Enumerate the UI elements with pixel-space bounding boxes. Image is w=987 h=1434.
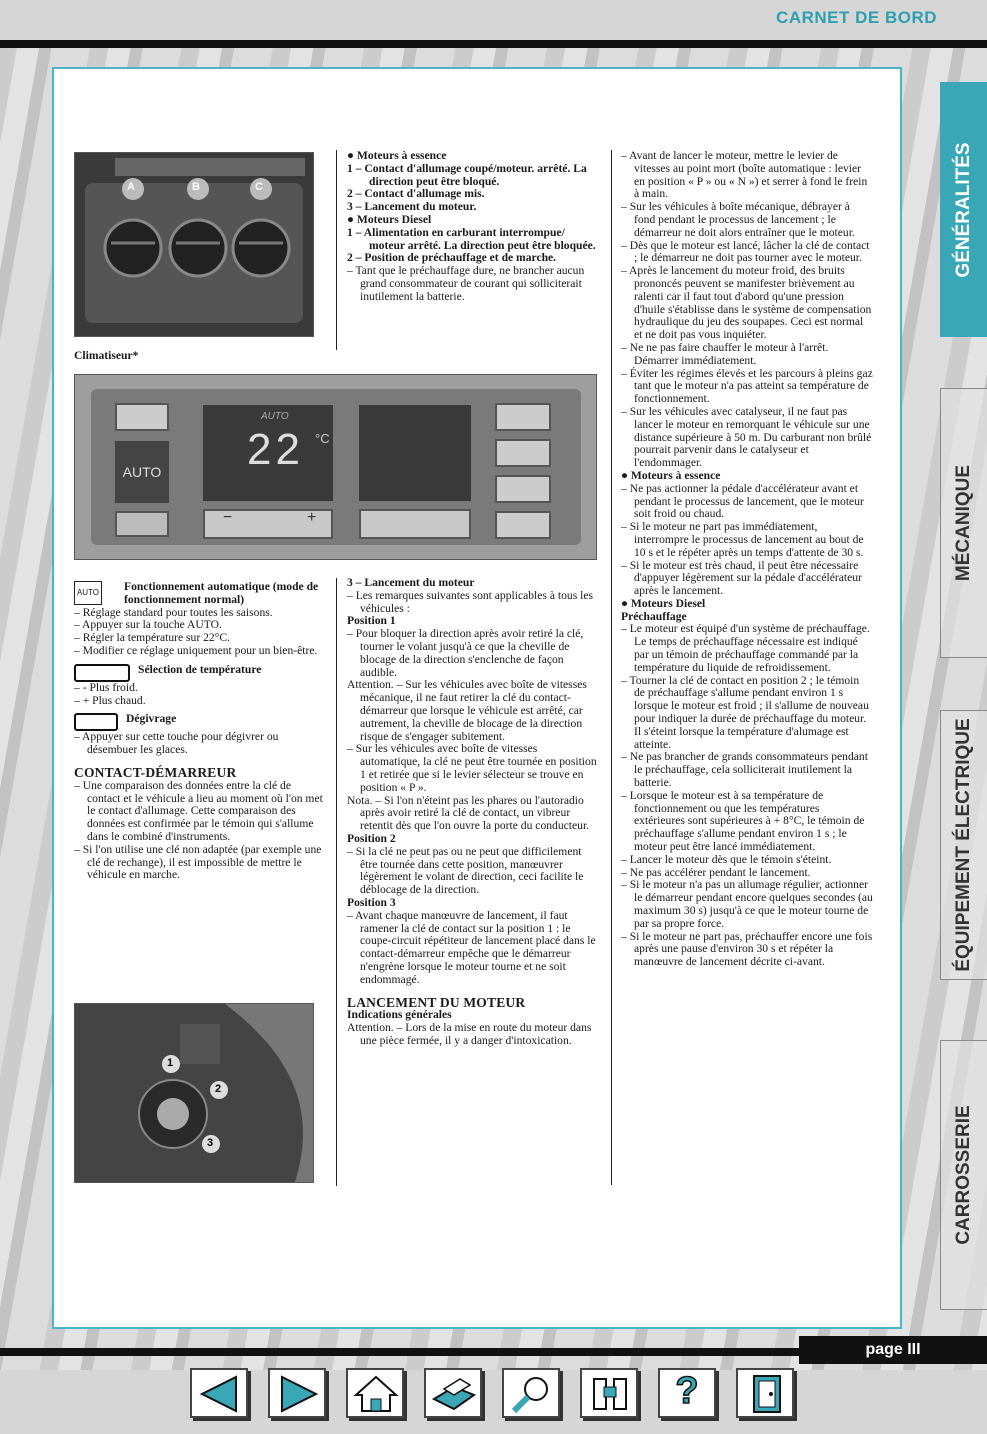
top-rule [0,40,987,48]
list-item: 2 – Contact d'allumage mis. [347,187,485,201]
list-item: – Appuyer sur cette touche pour dégivrer ou désembuer les glaces. [74,730,279,757]
home-button[interactable] [346,1368,404,1418]
climate-panel-photo [74,374,597,560]
list-item: – Éviter les régimes élevés et les parcours à pleins gaz tant que le moteur n'a pas atteint sa température de fonctionnement. [621,366,873,406]
list-item: – Une comparaison des données entre la clé de contact et le véhicule a lieu au moment où l'on met le contact d'allumage. Cette comparaison des données est confirmée par le témoin qui s'allume dans le combiné d'instruments. [74,778,323,843]
list-item: ● Moteurs à essence [347,149,447,162]
list-item: Attention. – Sur les véhicules avec boîte de vitesses mécanique, il ne faut retirer la clé du contact-démarreur que lorsque le véhicule est arrêté, car autrement, la cheville de blocage de la direction risque de s'engager subitement. [347,678,587,743]
auto-title: Fonctionnement automatique (mode de fonctionnement normal) [124,580,319,606]
preheat-title: Préchauffage [621,609,687,623]
next-arrow-icon [274,1373,322,1415]
temp-title: Sélection de température [138,662,262,676]
list-item: – Lorsque le moteur est à sa température de fonctionnement ou que les températures extérieures sont supérieures à + 8°C, le témoin de préchauffage s'allume pendant environ 1 s ; le moteur peut être lancé immédiatement. [621,788,865,854]
list-item: – Les remarques suivantes sont applicables à tous les véhicules : [347,588,593,615]
list-item: – Si le moteur ne part pas, préchauffer encore une fois après une pause d'environ 30 s et répéter la manœuvre de lancement décrite ci-avant. [621,929,873,969]
pos2-title: Position 2 [347,831,396,845]
search-magnifier-icon [508,1373,556,1415]
exit-door-icon [742,1373,790,1415]
page-header-title: CARNET DE BORD [776,8,937,27]
tab-carrosserie[interactable] [940,1040,987,1310]
list-item: – Sur les véhicules avec catalyseur, il ne faut pas lancer le moteur en remorquant le véhicule sur une distance supérieure à 50 m. Du carburant non brûlé pourrait parvenir dans le catalyseur et l'endommager. [621,404,872,470]
defrost-title: Dégivrage [126,712,177,726]
pos3-title: Position 3 [347,895,396,909]
tab-label: GÉNÉRALITÉS [953,141,974,278]
general-title: Indications générales [347,1008,452,1022]
vent-label-a: A [127,181,135,193]
list-item: – Avant de lancer le moteur, mettre le levier de vitesses au point mort (boîte automatique : levier en position « P » ou « N ») et serrer à fond le frein à main. [621,149,868,201]
tab-generalites[interactable] [940,82,987,337]
display-temp: 22 [247,425,304,474]
print-button[interactable] [424,1368,482,1418]
binoculars-icon [586,1373,634,1415]
list-item: – Si la clé ne peut pas ou ne peut que difficilement être tournée dans cette position, manœuvrer légèrement le volant de direction, ceci facilite le déblocage de la direction. [347,844,584,897]
list-item: – Appuyer sur la touche AUTO. [74,618,222,632]
diesel-title: ● Moteurs Diesel [621,596,706,610]
vent-label-c: C [255,181,263,193]
auto-button: AUTO [115,441,169,503]
list-item: – Régler la température sur 22°C. [74,631,230,645]
tab-label: ÉQUIPEMENT ÉLECTRIQUE [953,718,974,972]
list-item: – Si le moteur est très chaud, il peut être nécessaire d'appuyer légèrement sur la pédale d'accélérateur après le lancement. [621,558,862,598]
previous-button[interactable] [190,1368,248,1418]
list-item: – - Plus froid. [74,680,138,694]
column-divider [336,578,337,1186]
help-button[interactable] [658,1368,716,1418]
list-item: 1 – Contact d'allumage coupé/moteur. arrêté. La direction peut être bloqué. [347,161,587,188]
list-item: – Lancer le moteur dès que le témoin s'éteint. [621,852,832,866]
list-item: – Modifier ce réglage uniquement pour un bien-être. [74,643,318,657]
list-item: – Pour bloquer la direction après avoir retiré la clé, tourner le volant jusqu'à ce que la cheville de blocage de la direction s'enclenche de façon audible. [347,627,584,679]
list-item: – Ne ne pas faire chauffer le moteur à l'arrêt. Démarrer immédiatement. [621,340,829,367]
help-icon: ? [675,1370,699,1412]
ignition-label-2: 2 [215,1083,222,1095]
tab-mecanique[interactable] [940,388,987,658]
col2-top-text [347,150,597,304]
list-item: – Réglage standard pour toutes les saisons. [74,605,273,619]
ignition-photo [74,1003,314,1183]
list-item: Nota. – Si l'on n'éteint pas les phares ou l'autoradio après avoir retiré la clé de contact, un vibreur retentit dès que l'on ouvre la porte du conducteur. [347,793,590,833]
list-item: – Dès que le moteur est lancé, lâcher la clé de contact ; le démarreur ne doit pas tourner avec le moteur. [621,238,870,265]
ignition-label-1: 1 [167,1057,174,1069]
print-icon [430,1373,478,1415]
list-item: ● Moteurs Diesel [347,212,432,226]
minus-label: − [223,509,233,526]
list-item: – Le moteur est équipé d'un système de préchauffage. Le temps de préchauffage nécessaire est indiqué par un témoin de préchauffage commandé par la température du liquide de refroidissement. [621,622,870,674]
plus-label: + [307,509,317,526]
climate-caption: Climatiseur* [74,349,139,362]
contact-title: CONTACT-DÉMARREUR [74,764,237,780]
col1-text [74,577,326,882]
vent-label-b: B [192,181,200,193]
search-button[interactable] [502,1368,560,1418]
list-item: – Si le moteur ne part pas immédiatement, interrompre le processus de lancement au bout de 10 s et le répéter après un temps d'attente de 30 s. [621,520,864,559]
list-item: – Avant chaque manœuvre de lancement, il faut ramener la clé de contact sur la position 1 : le coupe-circuit répétiteur de lancement placé dans le contact-démarreur empêche que le démarreur n'engrène lorsque le moteur tourne et ne soit endommagé. [347,908,596,986]
next-button[interactable] [268,1368,326,1418]
pos1-title: Position 1 [347,614,396,628]
column-divider [336,150,337,350]
list-item: – Tourner la clé de contact en position 2 ; le témoin de préchauffage s'allume pendant environ 1 s lorsque le moteur est froid ; il s'allume de nouveau pour indiquer la durée de préchauffage du moteur. Il s'éteint lorsque la température d'alumage est atteinte. [621,673,869,751]
ignition-label-3: 3 [207,1137,214,1149]
defrost-key-icon [74,713,118,731]
auto-key-icon: AUTO [74,581,102,605]
tab-equipement-electrique[interactable] [940,710,987,980]
display-mode: AUTO [261,411,289,422]
home-icon [352,1373,400,1415]
list-item: – + Plus chaud. [74,693,146,707]
list-item: – Tant que le préchauffage dure, ne brancher aucun grand consommateur de courant qui solliciterait inutilement la batterie. [347,264,585,303]
page-number: page III [799,1336,987,1364]
column-divider [611,150,612,1185]
minus-plus-keys-icon [74,664,130,682]
find-button[interactable] [580,1368,638,1418]
tab-label: MÉCANIQUE [953,464,974,582]
display-unit: °C [315,431,330,446]
list-item: – Si l'on utilise une clé non adaptée (par exemple une clé de rechange), il est impossible de mettre le véhicule en marche. [74,842,322,882]
list-item: – Ne pas accélérer pendant le lancement. [621,865,811,879]
tab-label: CARROSSERIE [953,1105,974,1245]
vents-photo [74,152,314,337]
list-item: – Après le lancement du moteur froid, des bruits prononcés peuvent se manifester brièvement au ralenti car il faut tout d'abord qu'une pression d'huile s'établisse dans le système de compensation hydraulique du jeu des soupapes. Ceci est normal et ne doit pas vous inquiéter. [621,264,872,342]
list-item: – Si le moteur n'a pas un allumage régulier, actionner le démarreur pendant encore quelques secondes (au maximum 30 s) jusqu'à ce que le moteur tourne de par sa propre force. [621,878,873,930]
previous-arrow-icon [196,1373,244,1415]
list-item: – Sur les véhicules avec boîte de vitesses automatique, la clé ne peut être tournée en position 1 et retirée que si le levier sélecteur se trouve en position « P ». [347,742,597,794]
exit-button[interactable] [736,1368,794,1418]
list-item: 2 – Position de préchauffage et de marche. [347,251,557,265]
col3-text [621,150,873,969]
col2-text [347,577,597,1048]
essence-title: ● Moteurs à essence [621,468,721,482]
list-item: – Sur les véhicules à boîte mécanique, débrayer à fond pendant le processus de lancement ; le démarreur ne doit alors entraîner que le moteur. [621,200,855,239]
launch-title: LANCEMENT DU MOTEUR [347,994,526,1010]
list-item: Attention. – Lors de la mise en route du moteur dans une pièce fermée, il y a danger d'intoxication. [347,1021,592,1047]
list-item: – Ne pas actionner la pédale d'accélérateur avant et pendant le processus de lancement, que le moteur soit froid ou chaud. [621,481,864,521]
list-item: 3 – Lancement du moteur. [347,200,477,214]
list-item: – Ne pas brancher de grands consommateurs pendant le préchauffage, cela solliciterait inutilement la batterie. [621,750,868,790]
start-title: 3 – Lancement du moteur [347,576,475,589]
list-item: 1 – Alimentation en carburant interrompue/ moteur arrêté. La direction peut être bloquée. [347,225,596,252]
